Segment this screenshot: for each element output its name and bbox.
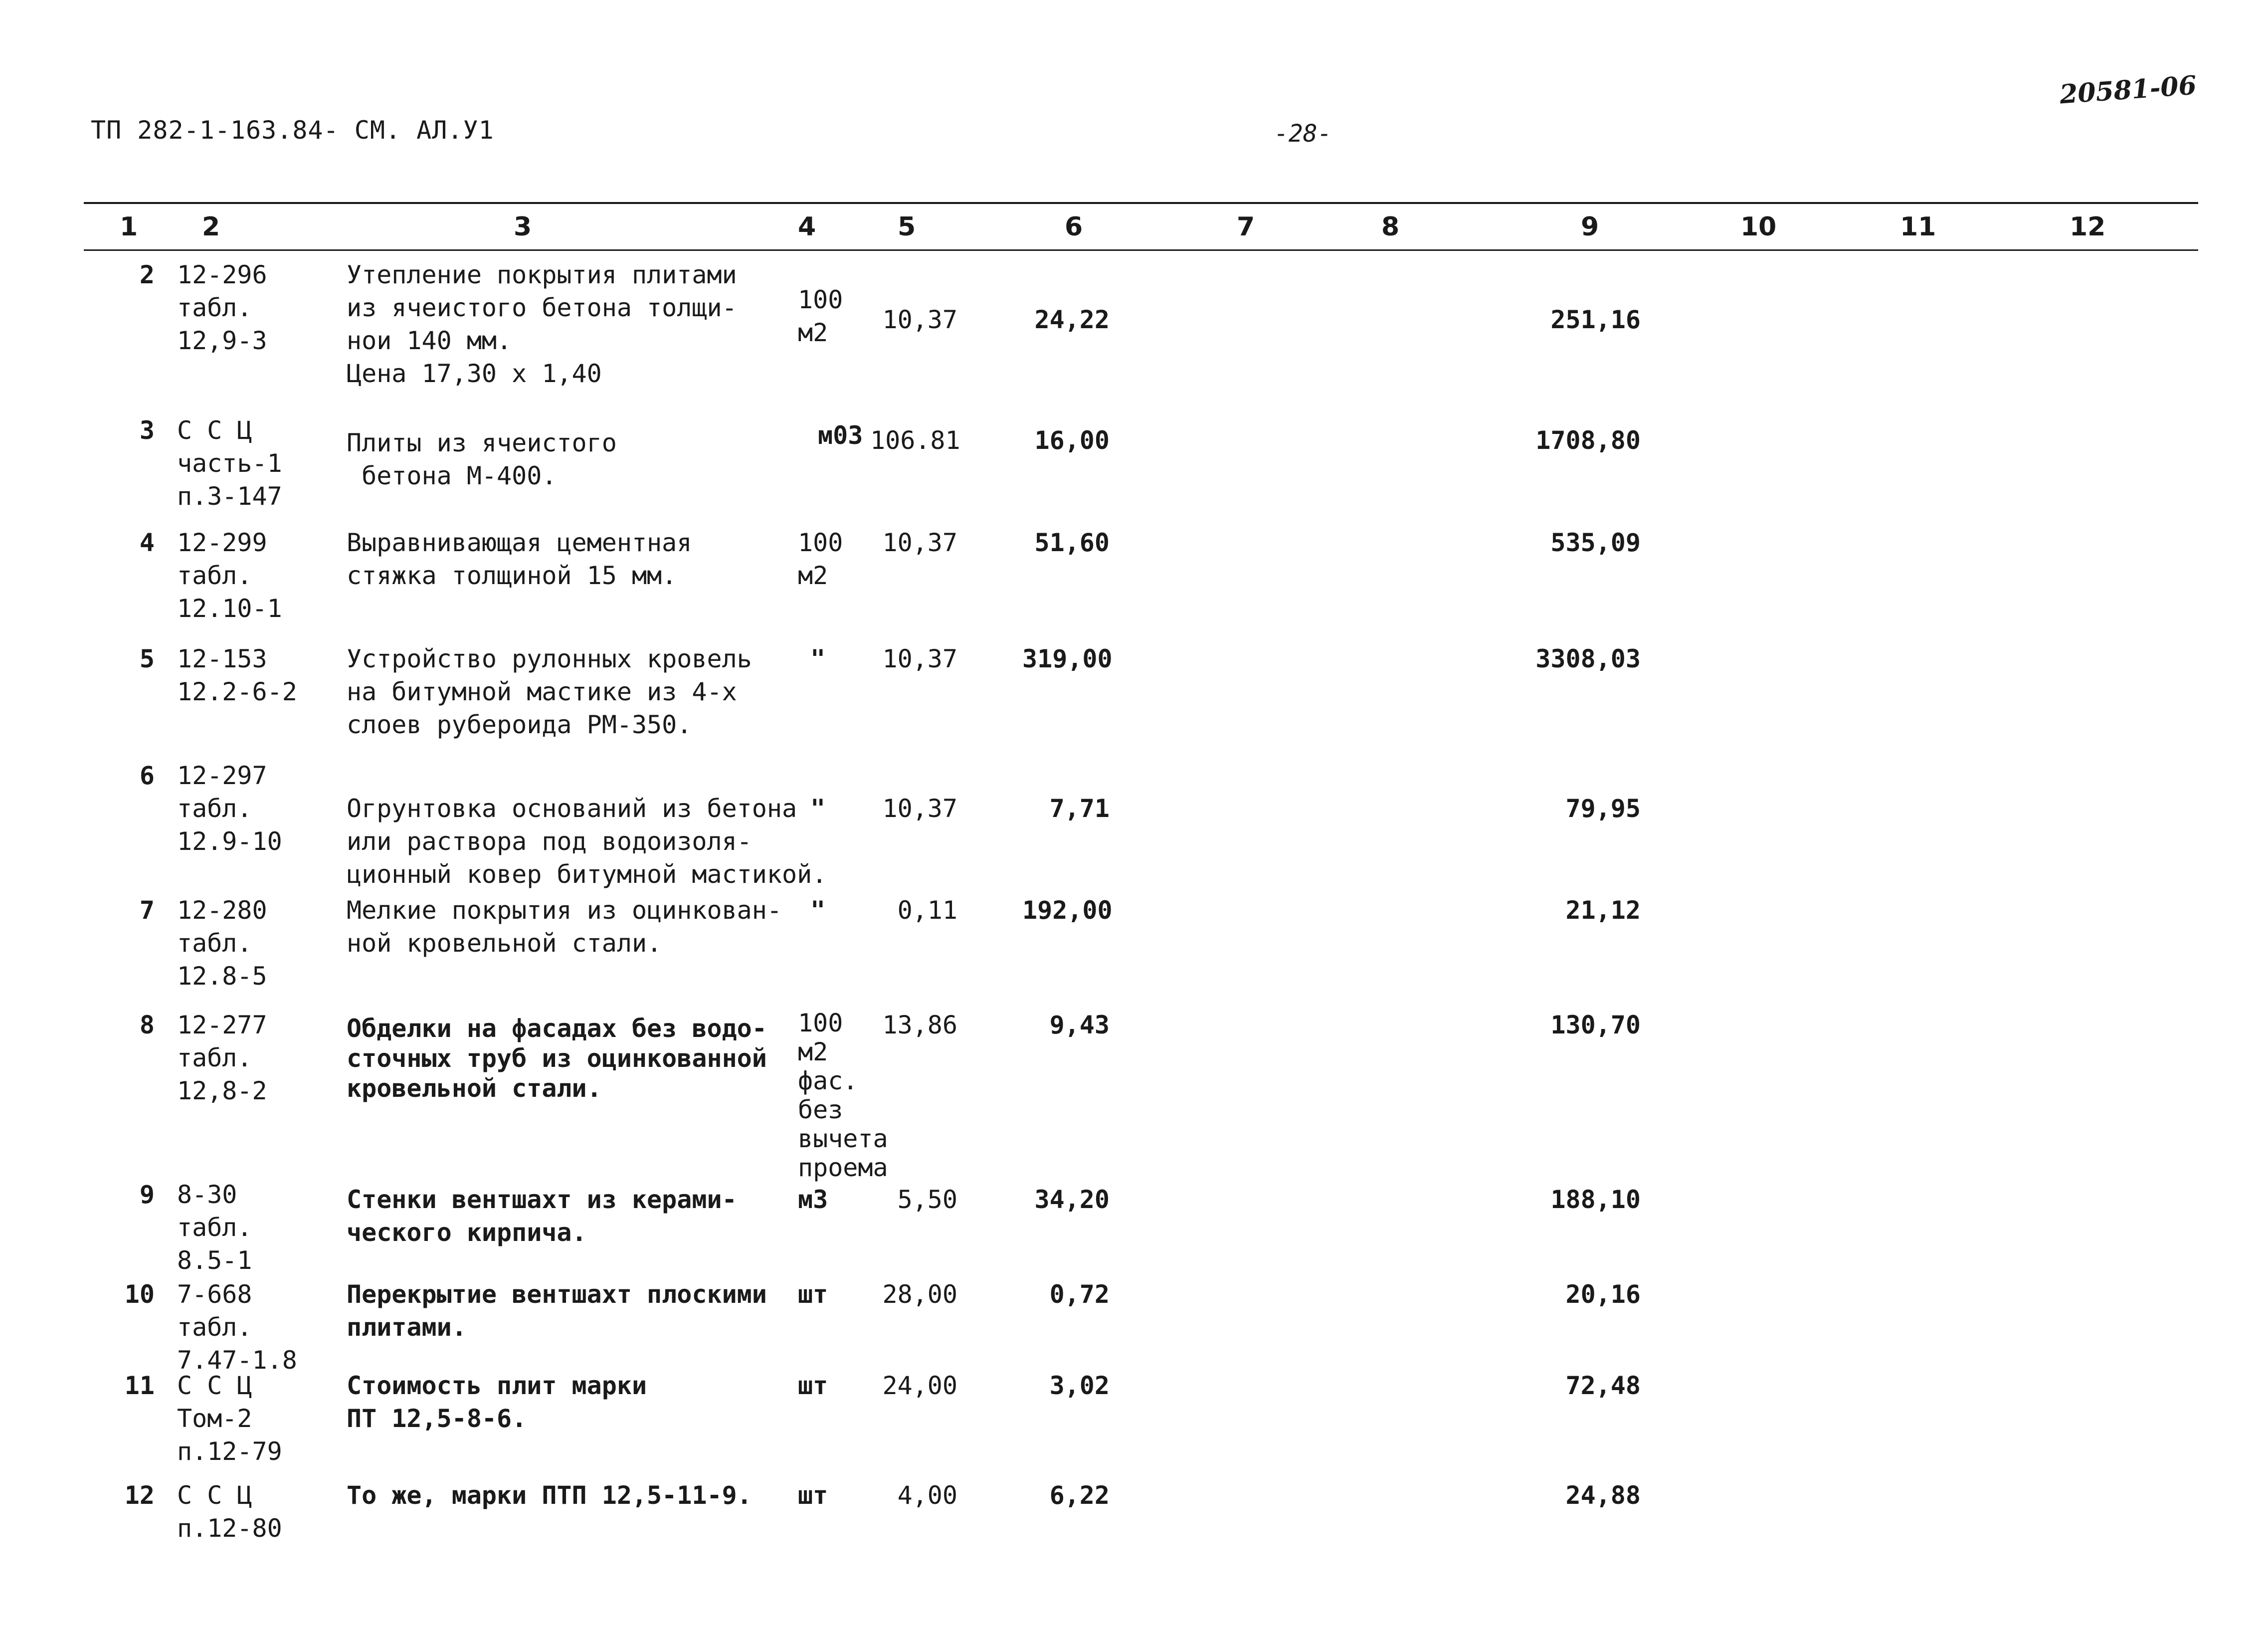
total-cost: 20,16 [1565,1280,1641,1309]
unit-price: 34,20 [1034,1185,1110,1214]
unit: шт [798,1481,828,1510]
quantity: 106.81 [870,426,960,455]
quantity: 28,00 [882,1280,957,1309]
row-number: 11 [124,1371,155,1400]
col-header-5: 5 [898,212,916,242]
col-header-6: 6 [1065,212,1083,242]
quantity: 10,37 [882,528,957,557]
total-cost: 24,88 [1565,1481,1641,1510]
unit-price: 192,00 [1022,896,1113,925]
col-header-10: 10 [1740,212,1777,242]
unit-price: 24,22 [1034,305,1110,334]
unit-price: 9,43 [1049,1011,1110,1039]
col-header-1: 1 [120,212,138,242]
handwritten-stamp: 20581-06 [2059,70,2198,110]
unit-price: 3,02 [1049,1371,1110,1400]
col-header-11: 11 [1900,212,1936,242]
rate-code: С С Ц часть-1 п.3-147 [177,416,282,511]
unit: " [810,896,826,925]
page-number: -28- [1274,120,1332,148]
unit-price: 6,22 [1049,1481,1110,1510]
work-description: Обделки на фасадах без водо- сточных труб из оцинкованной кровельной стали. [347,1014,767,1103]
total-cost: 72,48 [1565,1371,1641,1400]
table-top-rule [84,202,2198,204]
quantity: 10,37 [882,305,957,334]
col-header-7: 7 [1237,212,1255,242]
unit: шт [798,1371,828,1400]
row-number: 2 [139,260,155,289]
rate-code: 12-277 табл. 12,8-2 [177,1011,267,1105]
row-number: 4 [139,528,155,557]
unit: " [810,794,826,823]
work-description: Стоимость плит марки ПТ 12,5-8-6. [347,1371,647,1433]
unit-price: 16,00 [1034,426,1110,455]
unit-price: 319,00 [1022,644,1113,673]
unit: м03 [818,421,863,450]
unit: м3 [798,1185,828,1214]
quantity: 4,00 [897,1481,957,1510]
unit-price: 51,60 [1034,528,1110,557]
col-header-4: 4 [798,212,816,242]
quantity: 13,86 [882,1011,957,1039]
total-cost: 130,70 [1550,1011,1641,1039]
row-number: 6 [139,761,155,790]
quantity: 24,00 [882,1371,957,1400]
row-number: 5 [139,644,155,673]
row-number: 10 [124,1280,155,1309]
unit-price: 7,71 [1049,794,1110,823]
total-cost: 251,16 [1550,305,1641,334]
total-cost: 535,09 [1550,528,1641,557]
quantity: 10,37 [882,644,957,673]
work-description: Мелкие покрытия из оцинкован- ной кровельной стали. [347,896,782,958]
rate-code: 8-30 табл. 8.5-1 [177,1180,252,1275]
col-header-8: 8 [1381,212,1400,242]
col-header-12: 12 [2070,212,2106,242]
document-code: ТП 282-1-163.84- СМ. АЛ.У1 [91,116,494,145]
unit-price: 0,72 [1049,1280,1110,1309]
unit: 100 м2 [798,285,843,347]
unit: шт [798,1280,828,1309]
rate-code: 12-153 12.2-6-2 [177,644,297,706]
unit: 100 м2 [798,528,843,590]
unit: " [810,644,826,673]
row-number: 9 [139,1180,155,1209]
work-description: Огрунтовка оснований из бетона или раствора под водоизоля- ционный ковер битумной мастикой. [347,794,827,889]
row-number: 12 [124,1481,155,1510]
quantity: 10,37 [882,794,957,823]
total-cost: 79,95 [1565,794,1641,823]
total-cost: 3308,03 [1535,644,1641,673]
rate-code: 7-668 табл. 7.47-1.8 [177,1280,297,1375]
table-header-rule [84,249,2198,251]
total-cost: 21,12 [1565,896,1641,925]
quantity: 5,50 [897,1185,957,1214]
total-cost: 188,10 [1550,1185,1641,1214]
work-description: Устройство рулонных кровель на битумной мастике из 4-х слоев рубероида РМ-350. [347,644,752,739]
rate-code: 12-297 табл. 12.9-10 [177,761,282,856]
rate-code: С С Ц п.12-80 [177,1481,282,1543]
col-header-9: 9 [1581,212,1599,242]
unit: 100 м2 фас. без вычета проема [798,1009,888,1182]
col-header-3: 3 [514,212,532,242]
work-description: Выравнивающая цементная стяжка толщиной 15 мм. [347,528,692,590]
col-header-2: 2 [202,212,220,242]
rate-code: С С Ц Том-2 п.12-79 [177,1371,282,1466]
row-number: 7 [139,896,155,925]
rate-code: 12-299 табл. 12.10-1 [177,528,282,623]
row-number: 3 [139,416,155,445]
rate-code: 12-280 табл. 12.8-5 [177,896,267,991]
quantity: 0,11 [897,896,957,925]
total-cost: 1708,80 [1535,426,1641,455]
rate-code: 12-296 табл. 12,9-3 [177,260,267,355]
work-description: Утепление покрытия плитами из ячеистого бетона толщи- нои 140 мм. Цена 17,30 х 1,40 [347,260,737,388]
work-description: Перекрытие вентшахт плоскими плитами. [347,1280,767,1342]
work-description: Стенки вентшахт из керами- ческого кирпича. [347,1185,737,1247]
work-description: То же, марки ПТП 12,5-11-9. [347,1481,752,1510]
row-number: 8 [139,1011,155,1039]
work-description: Плиты из ячеистого бетона М-400. [347,428,617,490]
